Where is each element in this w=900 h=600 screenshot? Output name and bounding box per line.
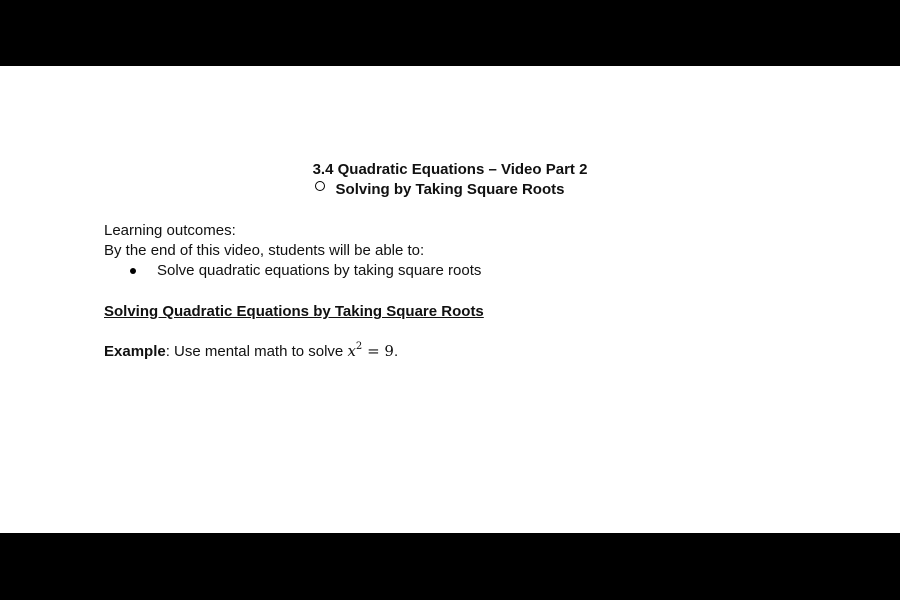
equation-rest: = 9 bbox=[362, 342, 394, 360]
title-line-1: 3.4 Quadratic Equations – Video Part 2 bbox=[312, 161, 588, 178]
document-title bbox=[0, 160, 900, 200]
outcome-bullet-text: Solve quadratic equations by taking square roots bbox=[157, 262, 482, 279]
equation-exponent: 2 bbox=[355, 341, 363, 352]
document-page bbox=[0, 66, 900, 533]
bullet-icon bbox=[130, 268, 136, 274]
example-end: . bbox=[393, 343, 399, 360]
letterbox-top bbox=[0, 0, 900, 66]
outcomes-intro: By the end of this video, students will be able to: bbox=[104, 242, 425, 259]
list-item bbox=[130, 261, 481, 281]
mouse-cursor-icon bbox=[315, 181, 325, 191]
example-line bbox=[104, 341, 398, 362]
equation bbox=[347, 342, 394, 360]
equation-variable: x bbox=[347, 342, 356, 360]
example-label: Example bbox=[104, 343, 166, 360]
letterbox-bottom bbox=[0, 533, 900, 600]
outcomes-heading: Learning outcomes: bbox=[104, 222, 236, 239]
title-line-2: Solving by Taking Square Roots bbox=[335, 181, 565, 198]
learning-outcomes bbox=[104, 221, 481, 281]
example-text: : Use mental math to solve bbox=[165, 343, 348, 360]
section-heading: Solving Quadratic Equations by Taking Square Roots bbox=[104, 303, 484, 320]
